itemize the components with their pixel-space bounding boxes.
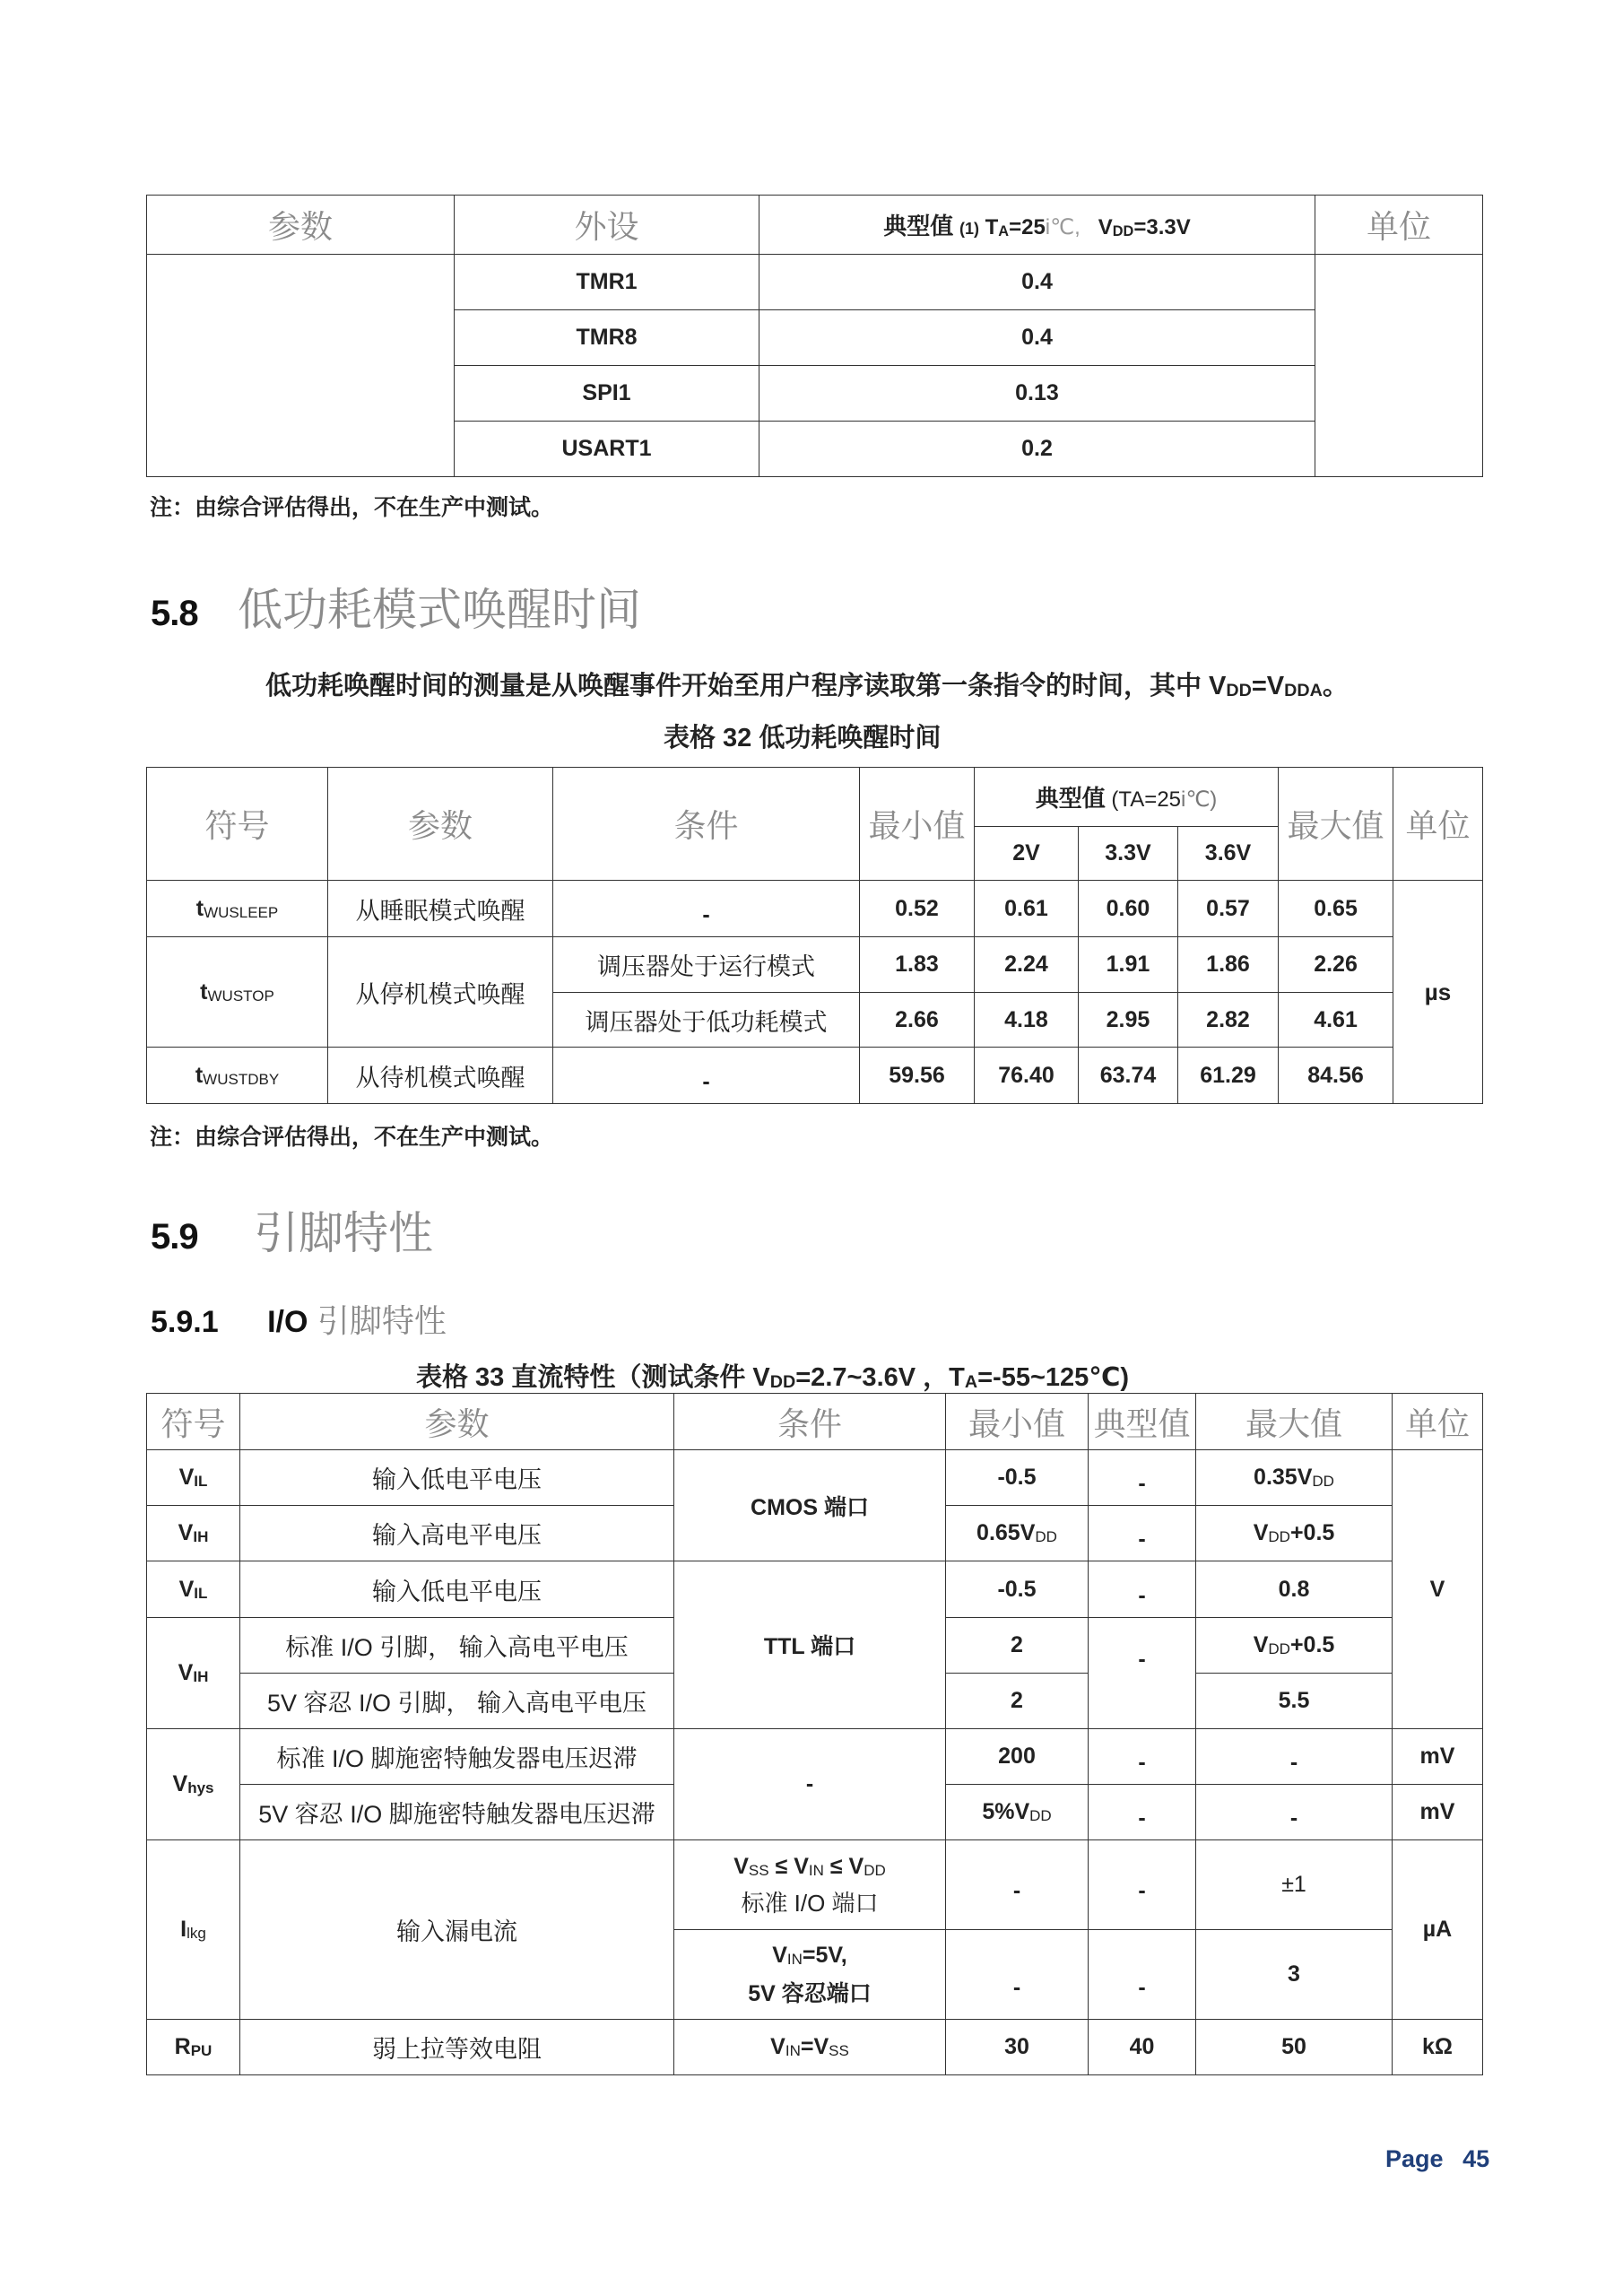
min-cell: 200 <box>946 1729 1089 1785</box>
header-typical: 典型值 (1) $T_A=25i℃$, $V_{DD}=3.3V$ <box>759 196 1315 255</box>
subsection-number: 5.9.1 <box>151 1305 219 1339</box>
min-cell: - <box>946 1840 1089 1930</box>
periph-cell: TMR1 <box>455 255 759 310</box>
symbol-cell: $t_{WUSTOP}$ <box>147 937 328 1048</box>
min-cell: - <box>946 1930 1089 2020</box>
min-cell: -0.5 <box>946 1450 1089 1506</box>
param-cell: 输入低电平电压 <box>240 1561 674 1618</box>
v3-cell: 0.57 <box>1178 881 1279 937</box>
header-typ: 典型值 <box>1089 1394 1196 1450</box>
cond-line-2: 5V 容忍端口 <box>748 1981 872 2006</box>
cond-cell <box>674 1840 946 1930</box>
dc-characteristics-table <box>146 1393 1483 2075</box>
max-cell: - <box>1196 1729 1393 1785</box>
param-cell: 5V 容忍 I/O 脚施密特触发器电压迟滞 <box>240 1785 674 1840</box>
param-cell: 弱上拉等效电阻 <box>240 2020 674 2075</box>
table-33-caption: 表格 33 直流特性（测试条件 $V_{DD}=2.7\sim 3.6V$ ，$T_A=-55\sim 125℃$) <box>416 1363 1130 1392</box>
v2-cell: 0.60 <box>1079 881 1178 937</box>
min-cell: 2 <box>946 1674 1089 1729</box>
value-cell: 0.4 <box>759 255 1315 310</box>
v3-cell: 61.29 <box>1178 1048 1279 1104</box>
symbol-cell: $t_{WUSTDBY}$ <box>147 1048 328 1104</box>
v2-cell: 1.91 <box>1079 937 1178 993</box>
min-cell: $0.65V_{DD}$ <box>946 1506 1089 1561</box>
header-max: 最大值 <box>1279 768 1393 881</box>
min-cell: 2.66 <box>860 993 975 1048</box>
header-param: 参数 <box>328 768 553 881</box>
cond-line-1: $V_{IN}=5V$, <box>772 1943 847 1968</box>
subsection-title-io: I/O <box>267 1305 308 1339</box>
max-cell: - <box>1196 1785 1393 1840</box>
cond-line-1: $V_{SS} \le V_{IN} \le V_{DD}$ <box>733 1854 886 1879</box>
min-cell: 0.52 <box>860 881 975 937</box>
header-unit: 单位 <box>1393 1394 1483 1450</box>
v2-cell: 63.74 <box>1079 1048 1178 1104</box>
cond-cell: TTL 端口 <box>674 1561 946 1729</box>
max-cell: 50 <box>1196 2020 1393 2075</box>
table-32-caption: 表格 32 低功耗唤醒时间 <box>664 724 942 752</box>
typ-cell: - <box>1089 1450 1196 1506</box>
v2-cell: 2.95 <box>1079 993 1178 1048</box>
v1-cell: 0.61 <box>975 881 1079 937</box>
unit-cell: mV <box>1393 1729 1483 1785</box>
max-cell: $V_{DD}+0.5$ <box>1196 1506 1393 1561</box>
header-symbol: 符号 <box>147 768 328 881</box>
header-unit: 单位 <box>1393 768 1483 881</box>
page-footer <box>1385 2145 1489 2173</box>
cond-line-2: 标准 I/O 端口 <box>741 1890 879 1917</box>
header-min: 最小值 <box>946 1394 1089 1450</box>
section-number: 5.8 <box>151 594 198 633</box>
min-cell: -0.5 <box>946 1561 1089 1618</box>
cond-cell: 调压器处于低功耗模式 <box>553 993 860 1048</box>
typ-cell: - <box>1089 1618 1196 1729</box>
section-5-8-heading <box>151 574 641 639</box>
section-title: 引脚特性 <box>254 1208 434 1258</box>
v3-cell: 2.82 <box>1178 993 1279 1048</box>
section-number: 5.9 <box>151 1217 198 1257</box>
header-min: 最小值 <box>860 768 975 881</box>
unit-cell: kΩ <box>1393 2020 1483 2075</box>
cond-cell: CMOS 端口 <box>674 1450 946 1561</box>
max-cell: 84.56 <box>1279 1048 1393 1104</box>
unit-cell: mV <box>1393 1785 1483 1840</box>
symbol-cell: $V_{IH}$ <box>147 1618 240 1729</box>
param-cell: 标准 I/O 引脚， 输入高电平电压 <box>240 1618 674 1674</box>
page-number: 45 <box>1462 2145 1490 2172</box>
unit-cell: V <box>1393 1450 1483 1729</box>
header-2v: 2V <box>975 827 1079 881</box>
note-2: 注：由综合评估得出，不在生产中测试。 <box>150 1125 554 1150</box>
unit-cell: µs <box>1393 881 1483 1104</box>
header-typical: 典型值 (TA=25i℃) <box>975 768 1279 827</box>
max-cell: 2.26 <box>1279 937 1393 993</box>
typ-cell: - <box>1089 1840 1196 1930</box>
typ-cell: - <box>1089 1506 1196 1561</box>
cond-cell: - <box>674 1729 946 1840</box>
cond-cell <box>674 1930 946 2020</box>
symbol-cell: $V_{hys}$ <box>147 1729 240 1840</box>
unit-cell: µA <box>1393 1840 1483 2020</box>
v1-cell: 76.40 <box>975 1048 1079 1104</box>
header-symbol: 符号 <box>147 1394 240 1450</box>
header-3v3: 3.3V <box>1079 827 1178 881</box>
param-cell: 5V 容忍 I/O 引脚， 输入高电平电压 <box>240 1674 674 1729</box>
cond-cell: - <box>553 1048 860 1104</box>
typ-cell: - <box>1089 1930 1196 2020</box>
typ-cell: - <box>1089 1785 1196 1840</box>
header-param: 参数 <box>240 1394 674 1450</box>
min-cell: 30 <box>946 2020 1089 2075</box>
max-cell: $0.35V_{DD}$ <box>1196 1450 1393 1506</box>
header-param: 参数 <box>147 196 455 255</box>
value-cell: 0.4 <box>759 310 1315 366</box>
min-cell: $5\%V_{DD}$ <box>946 1785 1089 1840</box>
section-5-9-1-heading <box>151 1296 447 1342</box>
page-label: Page <box>1385 2145 1444 2172</box>
symbol-cell: $I_{lkg}$ <box>147 1840 240 2020</box>
note-1: 注：由综合评估得出，不在生产中测试。 <box>150 495 554 520</box>
param-cell: 从睡眠模式唤醒 <box>328 881 553 937</box>
peripheral-current-table <box>146 195 1483 477</box>
header-cond: 条件 <box>674 1394 946 1450</box>
section-title: 低功耗模式唤醒时间 <box>238 585 642 635</box>
param-cell: 从待机模式唤醒 <box>328 1048 553 1104</box>
min-cell: 2 <box>946 1618 1089 1674</box>
max-cell: $V_{DD}+0.5$ <box>1196 1618 1393 1674</box>
min-cell: 1.83 <box>860 937 975 993</box>
typ-cell: - <box>1089 1561 1196 1618</box>
symbol-cell: $V_{IH}$ <box>147 1506 240 1561</box>
v1-cell: 2.24 <box>975 937 1079 993</box>
max-cell: 5.5 <box>1196 1674 1393 1729</box>
cond-cell: 调压器处于运行模式 <box>553 937 860 993</box>
header-cond: 条件 <box>553 768 860 881</box>
periph-cell: SPI1 <box>455 366 759 422</box>
cond-cell: - <box>553 881 860 937</box>
symbol-cell: $t_{WUSLEEP}$ <box>147 881 328 937</box>
typ-cell: 40 <box>1089 2020 1196 2075</box>
periph-cell: USART1 <box>455 422 759 477</box>
subsection-title: 引脚特性 <box>317 1302 447 1339</box>
symbol-cell: $V_{IL}$ <box>147 1561 240 1618</box>
header-unit: 单位 <box>1315 196 1483 255</box>
v3-cell: 1.86 <box>1178 937 1279 993</box>
unit-cell-empty <box>1315 255 1483 477</box>
param-cell: 标准 I/O 脚施密特触发器电压迟滞 <box>240 1729 674 1785</box>
param-cell-empty <box>147 255 455 477</box>
wakeup-time-table <box>146 767 1483 1104</box>
param-cell: 从停机模式唤醒 <box>328 937 553 1048</box>
symbol-cell: $R_{PU}$ <box>147 2020 240 2075</box>
max-cell: 3 <box>1196 1930 1393 2020</box>
typ-cell: - <box>1089 1729 1196 1785</box>
param-cell: 输入低电平电压 <box>240 1450 674 1506</box>
header-max: 最大值 <box>1196 1394 1393 1450</box>
param-cell: 输入漏电流 <box>240 1840 674 2020</box>
value-cell: 0.2 <box>759 422 1315 477</box>
intro-paragraph: 低功耗唤醒时间的测量是从唤醒事件开始至用户程序读取第一条指令的时间，其中 $V_{DD}=V_{DDA}$。 <box>265 672 1349 700</box>
section-5-9-heading <box>151 1197 433 1262</box>
max-cell: 0.8 <box>1196 1561 1393 1618</box>
param-cell: 输入高电平电压 <box>240 1506 674 1561</box>
max-cell: ±1 <box>1196 1840 1393 1930</box>
periph-cell: TMR8 <box>455 310 759 366</box>
max-cell: 0.65 <box>1279 881 1393 937</box>
symbol-cell: $V_{IL}$ <box>147 1450 240 1506</box>
v1-cell: 4.18 <box>975 993 1079 1048</box>
min-cell: 59.56 <box>860 1048 975 1104</box>
value-cell: 0.13 <box>759 366 1315 422</box>
header-3v6: 3.6V <box>1178 827 1279 881</box>
header-periph: 外设 <box>455 196 759 255</box>
max-cell: 4.61 <box>1279 993 1393 1048</box>
cond-cell: $V_{IN}=V_{SS}$ <box>674 2020 946 2075</box>
